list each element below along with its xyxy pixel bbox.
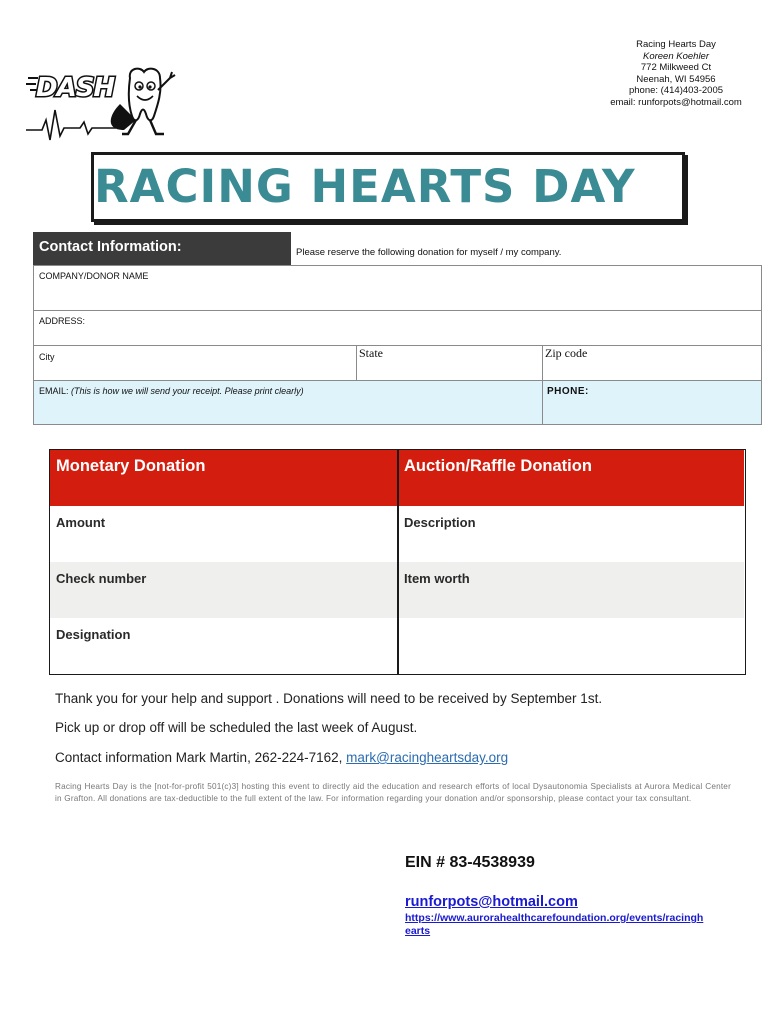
email-label: EMAIL: <box>39 386 69 396</box>
column-divider <box>397 450 399 674</box>
contact-email-link[interactable]: mark@racingheartsday.org <box>346 750 509 765</box>
empty-cell[interactable] <box>398 618 744 674</box>
phone-line: phone: (414)403-2005 <box>628 85 724 97</box>
contact-line <box>55 750 508 765</box>
city-label: City <box>39 352 55 362</box>
item-worth-field[interactable]: Item worth <box>398 562 744 618</box>
foundation-url-link[interactable]: https://www.aurorahealthcarefoundation.org/events/racinghearts <box>405 912 704 937</box>
ein-number: EIN # 83-4538939 <box>405 854 535 871</box>
address-field[interactable] <box>33 311 762 346</box>
email-phone-row <box>33 381 762 425</box>
description-field[interactable]: Description <box>404 515 476 530</box>
address-label: ADDRESS: <box>39 316 86 326</box>
footer-email-link[interactable]: runforpots@hotmail.com <box>405 894 578 910</box>
auction-raffle-heading: Auction/Raffle Donation <box>398 450 744 506</box>
company-donor-field[interactable] <box>33 265 762 311</box>
city-state-zip-row <box>33 346 762 381</box>
zip-code-label: Zip code <box>545 346 588 360</box>
monetary-donation-heading: Monetary Donation <box>50 450 397 506</box>
disclaimer-fineprint: Racing Hearts Day is the [not-for-profit 501(c)3] hosting this event to directly aid the education and research efforts of local Dysautonomia Specialists at Aurora Medical Center in Grafton. All donations are tax-deductible to the full extent of the law. For information regarding your donation and/or sponsorship, please contact your tax consultant. <box>55 782 731 803</box>
divider <box>356 346 357 380</box>
email-line: email: runforpots@hotmail.com <box>610 96 742 108</box>
contact-info-heading: Contact Information: <box>33 232 291 265</box>
org-name: Racing Hearts Day <box>636 39 716 50</box>
pickup-line: Pick up or drop off will be scheduled the last week of August. <box>55 720 418 735</box>
divider <box>542 346 543 380</box>
amount-field[interactable]: Amount <box>56 515 106 530</box>
state-label: State <box>359 346 383 360</box>
contact-name: Koreen Koehler <box>642 50 710 62</box>
organizer-address-block <box>560 39 768 109</box>
city-state-zip: Neenah, WI 54956 <box>636 73 716 85</box>
email-label-group <box>39 386 304 396</box>
company-donor-label: COMPANY/DONOR NAME <box>39 271 149 281</box>
street-address: 772 Milkweed Ct <box>640 62 712 74</box>
thank-you-line: Thank you for your help and support . Donations will need to be received by September 1st. <box>55 691 603 706</box>
reserve-instruction: Please reserve the following donation for myself / my company. <box>296 247 562 258</box>
page-title: RACING HEARTS DAY <box>94 160 636 213</box>
contact-line-text: Contact information Mark Martin, 262-224-7162, <box>55 750 347 765</box>
divider <box>542 381 543 424</box>
designation-field[interactable]: Designation <box>56 627 131 642</box>
email-note: (This is how we will send your receipt. Please print clearly) <box>71 386 304 396</box>
dash-logo <box>24 64 184 150</box>
logo-wordmark: DASH <box>36 73 115 103</box>
donation-table <box>49 449 746 675</box>
check-number-field[interactable]: Check number <box>50 562 397 618</box>
phone-label: PHONE: <box>547 386 589 397</box>
